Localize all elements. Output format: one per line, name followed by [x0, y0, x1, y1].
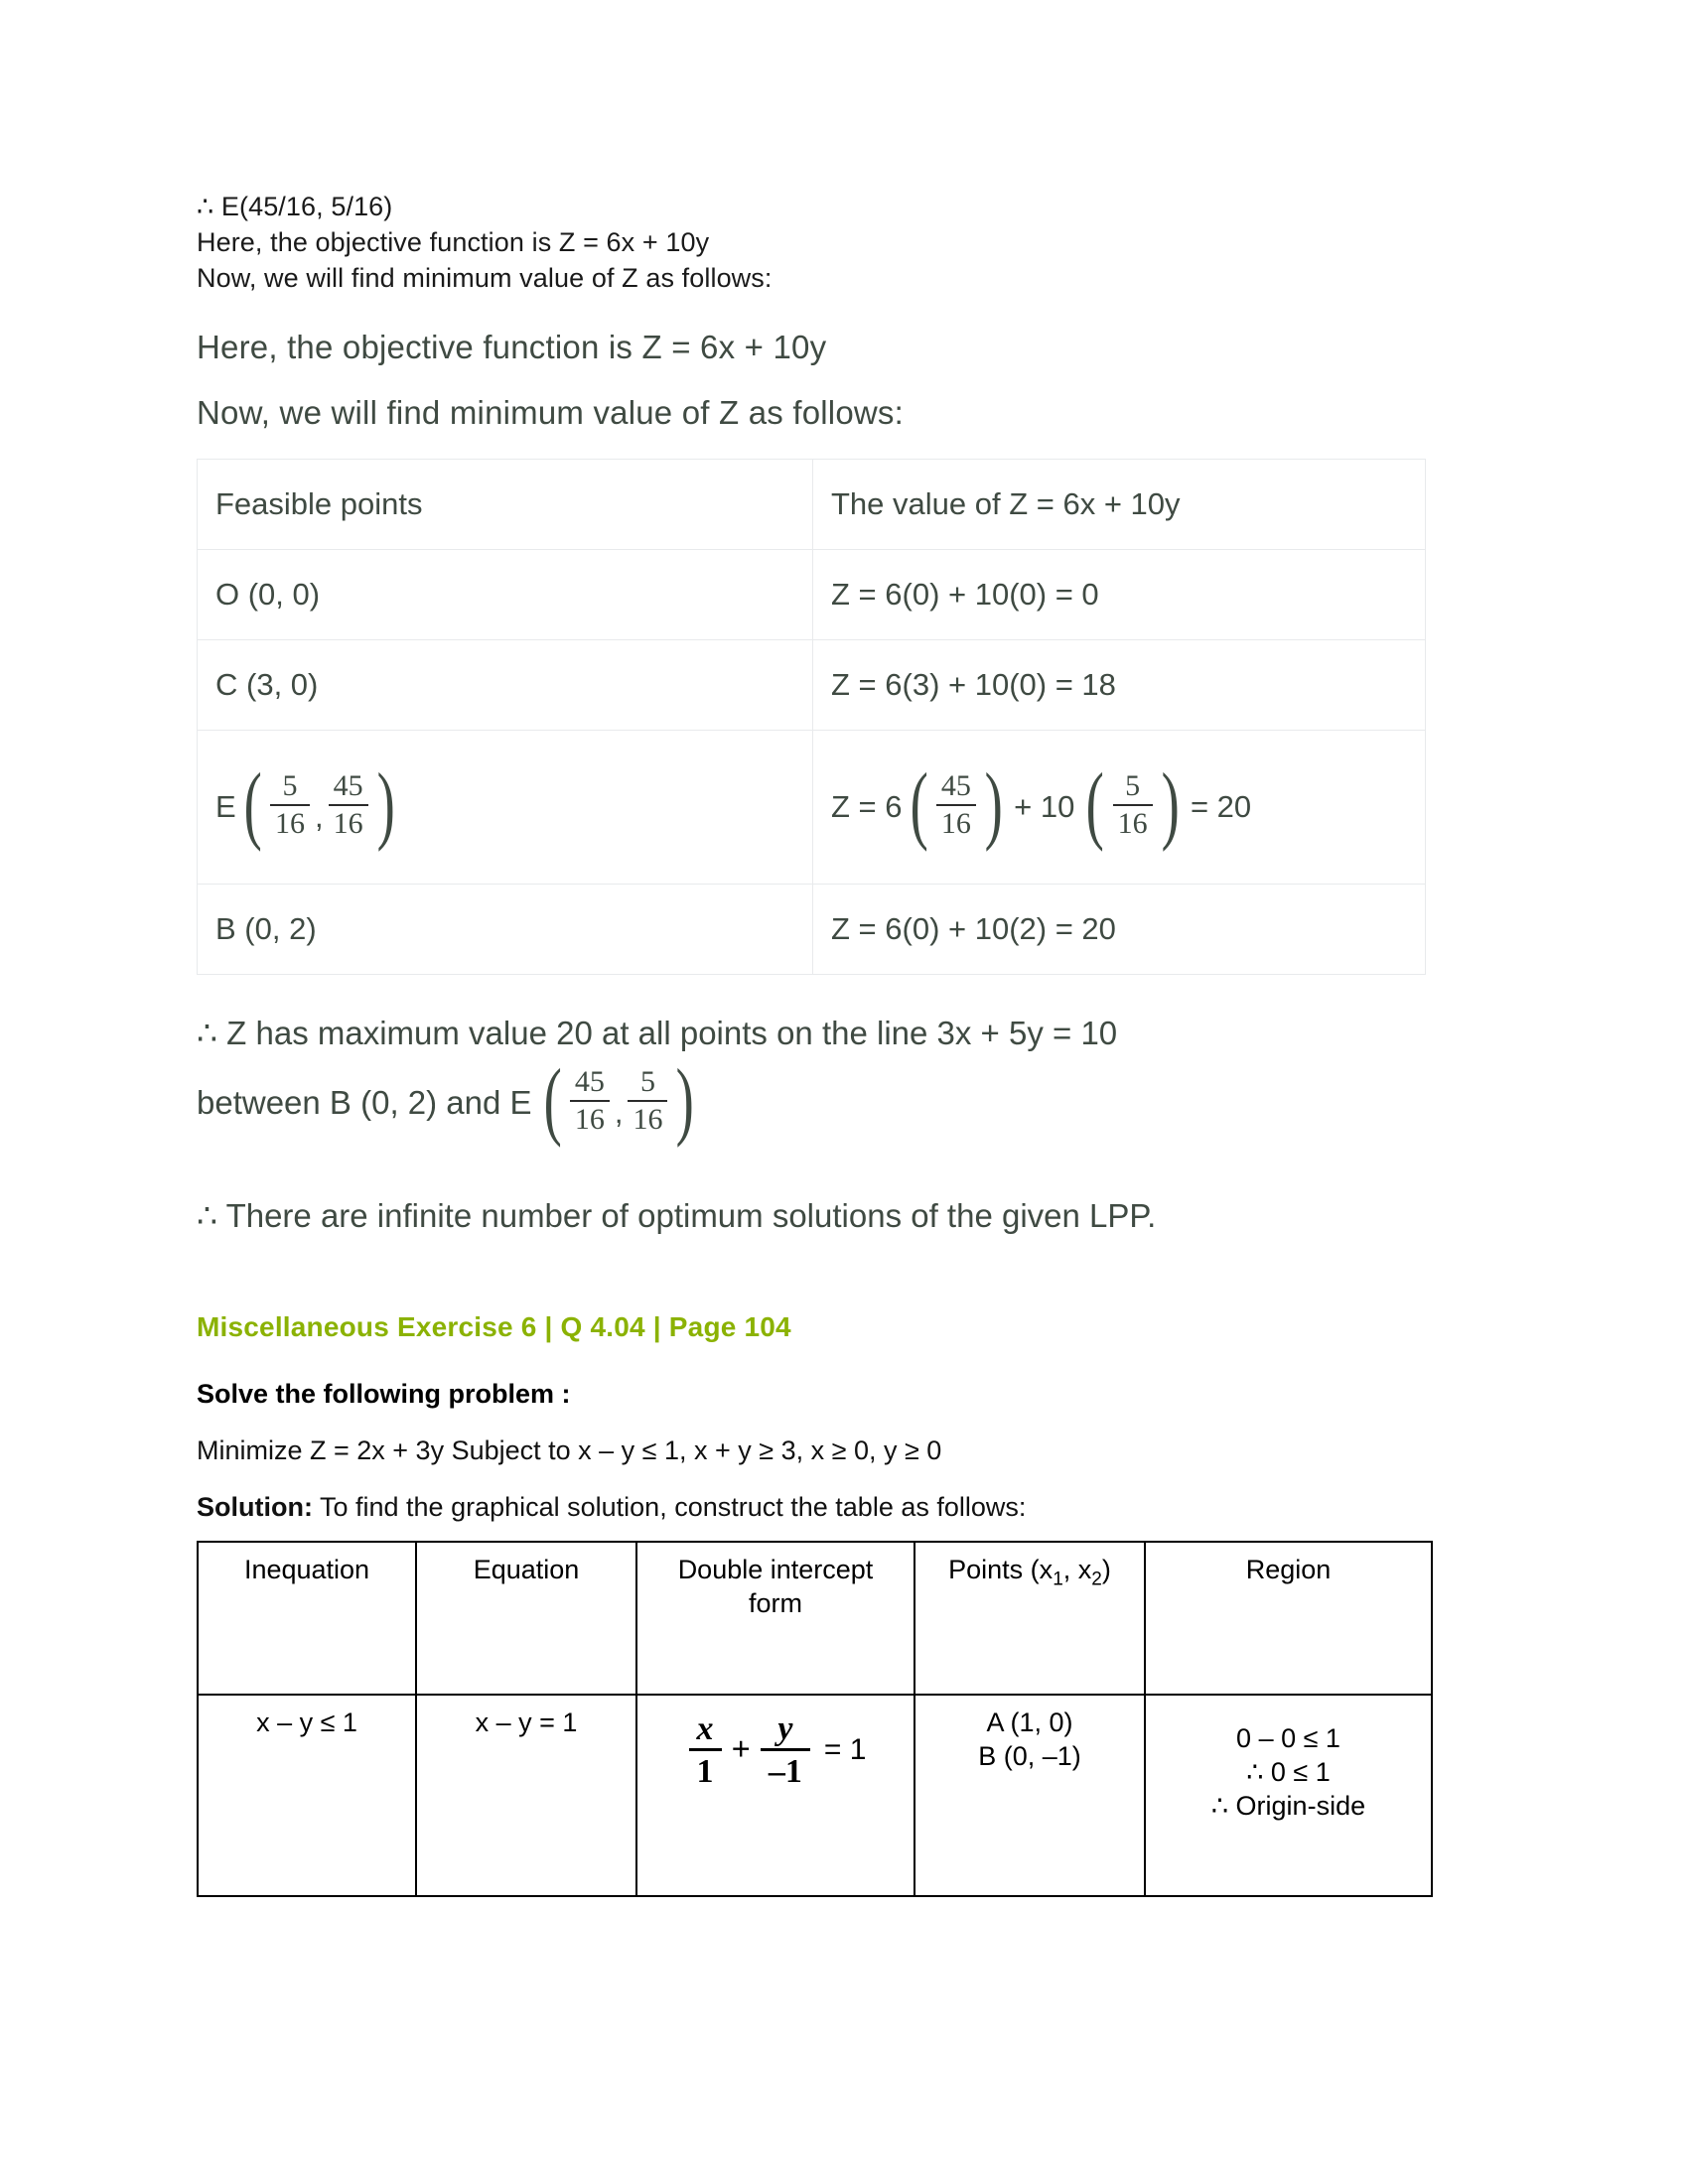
fraction-numerator: 45	[574, 1065, 605, 1098]
note-line-3: Now, we will find minimum value of Z as follows:	[197, 263, 773, 293]
question-prompt: Solve the following problem :	[197, 1378, 571, 1409]
left-paren-icon: (	[243, 755, 262, 853]
solution-text: To find the graphical solution, construct the table as follows:	[312, 1491, 1027, 1522]
fraction-numerator: 45	[940, 768, 971, 802]
right-paren-icon: )	[676, 1052, 695, 1150]
table2-header-double-intercept	[636, 1542, 914, 1695]
fraction-denominator: 16	[329, 804, 368, 840]
left-paren-icon: (	[910, 755, 928, 853]
header-points-mid: , x	[1062, 1554, 1092, 1584]
table1-point-b: B (0, 2)	[198, 885, 813, 975]
fraction-45-16	[329, 770, 368, 841]
fraction-numerator: 5	[639, 1065, 655, 1098]
question-statement: Minimize Z = 2x + 3y Subject to x – y ≤ 1, x + y ≥ 3, x ≥ 0, y ≥ 0	[197, 1434, 942, 1465]
point-b: B (0, –1)	[978, 1740, 1081, 1771]
inequation-table	[197, 1541, 1433, 1897]
conclusion-max-value: ∴ Z has maximum value 20 at all points on the line 3x + 5y = 10	[197, 1015, 1118, 1051]
plus-operator: +	[731, 1731, 751, 1769]
conclusion-between-prefix: between B (0, 2) and E	[197, 1084, 532, 1122]
right-paren-icon: )	[376, 755, 395, 853]
value-result: = 20	[1190, 789, 1252, 824]
fraction-y-neg1	[761, 1711, 810, 1790]
note-line-1: ∴ E(45/16, 5/16)	[197, 192, 393, 221]
table-row	[198, 885, 1426, 975]
table-row	[198, 640, 1426, 731]
conclusion-infinite-solutions: ∴ There are infinite number of optimum solutions of the given LPP.	[197, 1196, 1157, 1234]
table2-cell-inequation: x – y ≤ 1	[198, 1695, 416, 1896]
table2-header-region: Region	[1145, 1542, 1432, 1695]
header-line-1: Double intercept	[677, 1554, 874, 1584]
value-operator: + 10	[1014, 789, 1075, 824]
table-row	[198, 550, 1426, 640]
fraction-x-1	[689, 1711, 722, 1790]
feasible-points-table	[197, 459, 1426, 975]
fraction-denominator: 16	[1113, 804, 1153, 840]
note-line-2: Here, the objective function is Z = 6x + 10y	[197, 227, 710, 257]
table2-header-points	[914, 1542, 1145, 1695]
equals-one: = 1	[823, 1733, 867, 1767]
right-paren-icon: )	[1161, 755, 1180, 853]
solution-intro	[197, 1492, 1448, 1523]
table-row	[198, 731, 1426, 885]
value-e-expression	[831, 755, 1257, 853]
solution-label: Solution:	[197, 1491, 313, 1522]
comma-separator: ,	[315, 799, 324, 834]
fraction-5-16	[270, 770, 310, 841]
fraction-numerator: 5	[1125, 768, 1141, 802]
point-e-expression	[215, 755, 400, 853]
fraction-denominator: –1	[761, 1748, 810, 1790]
fraction-denominator: 16	[936, 804, 976, 840]
header-points-sub1: 1	[1053, 1569, 1063, 1590]
fraction-45-16	[570, 1066, 610, 1137]
fraction-numerator: y	[777, 1709, 793, 1747]
left-paren-icon: (	[543, 1052, 562, 1150]
right-paren-icon: )	[984, 755, 1003, 853]
intro-objective-line: Here, the objective function is Z = 6x + 10y	[197, 329, 827, 365]
fraction-numerator: 45	[333, 768, 363, 802]
header-points-end: )	[1101, 1554, 1111, 1584]
document-content	[197, 189, 1448, 1897]
point-e-label: E	[215, 789, 236, 824]
table-row-header	[198, 460, 1426, 550]
region-line-1: 0 – 0 ≤ 1	[1236, 1722, 1340, 1753]
header-points-main: Points (x	[948, 1554, 1054, 1584]
table1-point-o: O (0, 0)	[198, 550, 813, 640]
fraction-5-16	[628, 1066, 667, 1137]
value-lead: Z = 6	[831, 789, 903, 824]
table1-value-b: Z = 6(0) + 10(2) = 20	[813, 885, 1426, 975]
table1-value-e	[813, 731, 1426, 885]
fraction-denominator: 1	[689, 1748, 722, 1790]
table2-header-inequation: Inequation	[198, 1542, 416, 1695]
fraction-45-16	[936, 770, 976, 841]
table2-cell-equation: x – y = 1	[416, 1695, 636, 1896]
table1-point-c: C (3, 0)	[198, 640, 813, 731]
table2-cell-double-intercept	[636, 1695, 914, 1896]
table1-value-o: Z = 6(0) + 10(0) = 0	[813, 550, 1426, 640]
fraction-denominator: 16	[570, 1100, 610, 1136]
fraction-5-16	[1113, 770, 1153, 841]
region-line-3: ∴ Origin-side	[1210, 1790, 1366, 1821]
fraction-numerator: 5	[282, 768, 298, 802]
table1-header-value: The value of Z = 6x + 10y	[813, 460, 1426, 550]
point-e-expression	[538, 1052, 700, 1150]
double-intercept-expression	[685, 1711, 867, 1790]
fraction-denominator: 16	[628, 1100, 667, 1136]
table2-cell-region	[1145, 1695, 1432, 1896]
section-heading: Miscellaneous Exercise 6 | Q 4.04 | Page 104	[197, 1310, 791, 1342]
table1-point-e	[198, 731, 813, 885]
table1-value-c: Z = 6(3) + 10(0) = 18	[813, 640, 1426, 731]
fraction-denominator: 16	[270, 804, 310, 840]
comma-separator: ,	[614, 1095, 624, 1131]
table-row-header	[198, 1542, 1432, 1695]
intro-minimum-line: Now, we will find minimum value of Z as follows:	[197, 394, 904, 431]
conclusion-between-points	[197, 1052, 1448, 1150]
fraction-numerator: x	[696, 1709, 714, 1747]
header-line-2: form	[749, 1587, 802, 1618]
point-a: A (1, 0)	[986, 1706, 1073, 1737]
table2-header-equation: Equation	[416, 1542, 636, 1695]
table2-cell-points	[914, 1695, 1145, 1896]
region-line-2: ∴ 0 ≤ 1	[1246, 1756, 1331, 1787]
table-row	[198, 1695, 1432, 1896]
header-points-sub2: 2	[1091, 1569, 1102, 1590]
table1-header-points: Feasible points	[198, 460, 813, 550]
left-paren-icon: (	[1085, 755, 1105, 853]
